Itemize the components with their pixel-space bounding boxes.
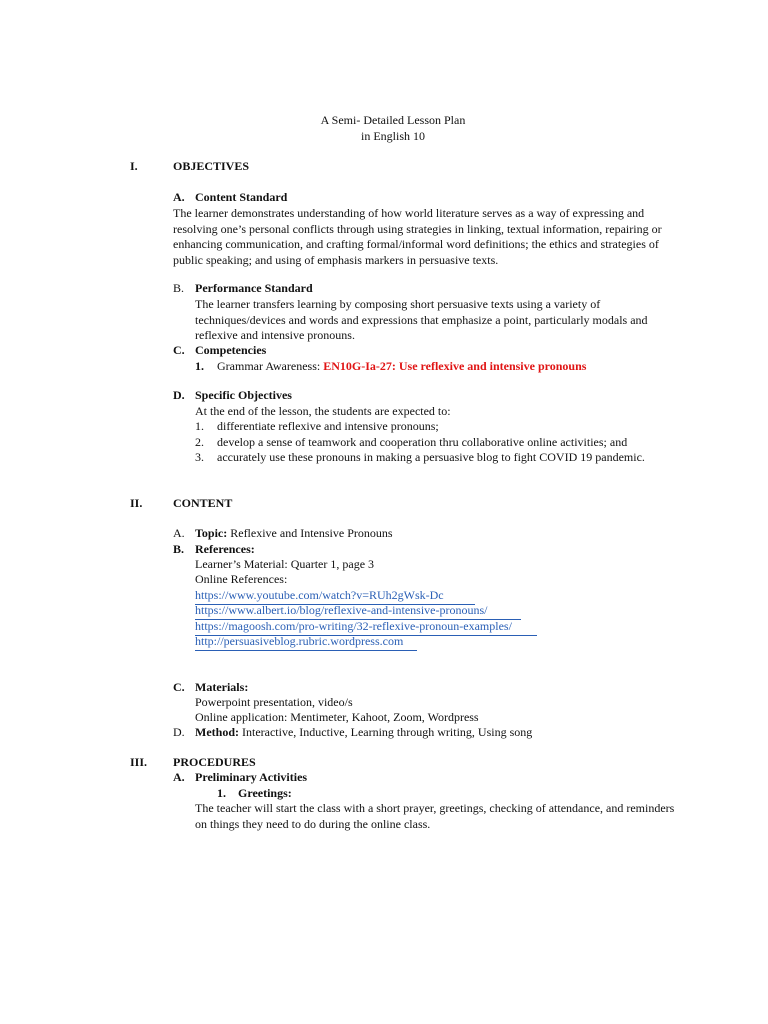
list-item: accurately use these pronouns in making a persuasive blog to fight COVID 19 pandemic.: [217, 450, 645, 464]
materials-title: Materials:: [195, 680, 249, 694]
competency-code: EN10G-Ia-27: Use reflexive and intensive pronouns: [323, 359, 587, 373]
performance-standard-text: The learner transfers learning by composing short persuasive texts using a variety of techniques/devices and words and expressions that emphasize a point, particularly modals and reflexive and intensive pronouns.: [195, 297, 648, 342]
document-title: A Semi- Detailed Lesson Plan: [320, 113, 466, 127]
specific-objectives-intro: At the end of the lesson, the students are expected to:: [195, 404, 451, 418]
competency-item: [217, 359, 586, 374]
list-number: 1.: [195, 419, 204, 433]
section-numeral-1: I.: [130, 159, 138, 173]
document-subtitle: in English 10: [360, 129, 425, 143]
subsection-letter: D.: [173, 725, 185, 739]
greetings-text: The teacher will start the class with a short prayer, greetings, checking of attendance, and reminders on things they need to do during the online class.: [195, 801, 675, 831]
list-number: 3.: [195, 450, 204, 464]
subsection-letter: B.: [173, 281, 185, 295]
topic-label: Topic:: [195, 526, 228, 540]
competency-label: Grammar Awareness:: [217, 359, 321, 373]
topic-text: Reflexive and Intensive Pronouns: [230, 526, 393, 540]
topic-line: [195, 526, 393, 541]
subsection-letter: A.: [173, 770, 185, 784]
method-label: Method:: [195, 725, 239, 739]
greetings-title: Greetings:: [238, 786, 292, 800]
section-heading-content: CONTENT: [173, 496, 233, 510]
reference-link-youtube[interactable]: https://www.youtube.com/watch?v=RUh2gWsk-Dc: [195, 588, 444, 602]
content-standard-text: The learner demonstrates understanding of how world literature serves as a way of expressing and resolving one’s personal conflicts through using strategies in linking, textual information, repairing or enhancing communication, and crafting formal/informal word definitions; the ethics and strategies of public speaking; and using of emphasis markers in persuasive texts.: [173, 206, 662, 267]
section-heading-procedures: PROCEDURES: [173, 755, 256, 769]
list-number: 2.: [195, 435, 204, 449]
subsection-letter: C.: [173, 680, 185, 694]
reference-link-persuasiveblog[interactable]: http://persuasiveblog.rubric.wordpress.com: [195, 634, 404, 648]
competencies-title: Competencies: [195, 343, 267, 357]
materials-line: Online application: Mentimeter, Kahoot, Zoom, Wordpress: [195, 710, 479, 724]
list-item: differentiate reflexive and intensive pronouns;: [217, 419, 439, 433]
method-line: [195, 725, 532, 740]
content-standard-title: Content Standard: [195, 190, 288, 204]
subsection-letter: D.: [173, 388, 185, 402]
subsection-letter: C.: [173, 343, 185, 357]
performance-standard-title: Performance Standard: [195, 281, 313, 295]
subsection-letter: A.: [173, 526, 185, 540]
list-number: 1.: [217, 786, 226, 800]
section-heading-objectives: OBJECTIVES: [173, 159, 250, 173]
preliminary-activities-title: Preliminary Activities: [195, 770, 308, 784]
method-text: Interactive, Inductive, Learning through writing, Using song: [242, 725, 533, 739]
references-title: References:: [195, 542, 255, 556]
reference-link-albert[interactable]: https://www.albert.io/blog/reflexive-and-intensive-pronouns/: [195, 603, 488, 617]
subsection-letter: A.: [173, 190, 185, 204]
learners-material: Learner’s Material: Quarter 1, page 3: [195, 557, 375, 571]
materials-line: Powerpoint presentation, video/s: [195, 695, 353, 709]
reference-link-magoosh[interactable]: https://magoosh.com/pro-writing/32-reflexive-pronoun-examples/: [195, 619, 512, 633]
list-item: develop a sense of teamwork and cooperation thru collaborative online activities; and: [217, 435, 628, 449]
section-numeral-2: II.: [130, 496, 143, 510]
online-references-label: Online References:: [195, 572, 288, 586]
list-number: 1.: [195, 359, 204, 373]
link-underline: [195, 650, 417, 651]
section-numeral-3: III.: [130, 755, 148, 769]
subsection-letter: B.: [173, 542, 185, 556]
specific-objectives-title: Specific Objectives: [195, 388, 292, 402]
